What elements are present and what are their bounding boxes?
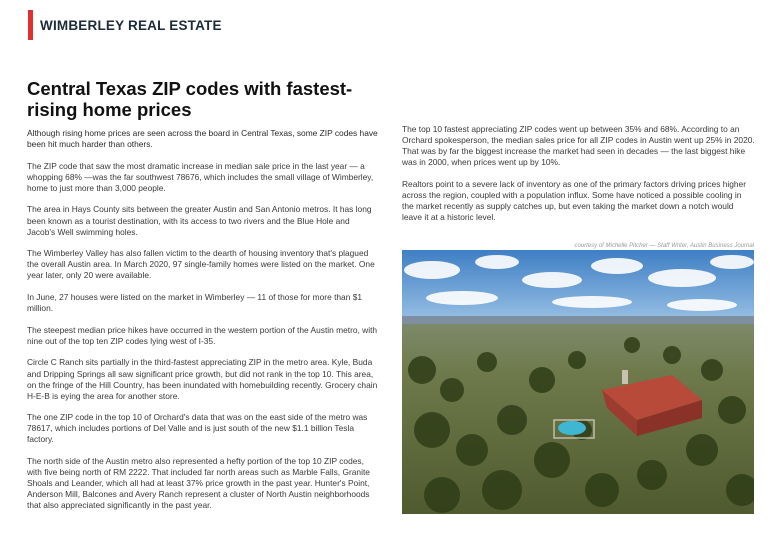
header-accent-bar (28, 10, 33, 40)
body-paragraph: The ZIP code that saw the most dramatic increase in median sale price in the last year — a whopping 68% —was the far southwest 78676, which includes the small village of Wimberley, home to just more than 3,000 people. (27, 160, 374, 193)
body-paragraph: The north side of the Austin metro also represented a hefty portion of the top 10 ZIP codes, with five being north of RM 2222. That included far north areas such as Marble Falls, Granite Shoals and Leander, which all had at least 37% price growth in the past year. Hunter's Point, Anderson Mill, Balcones and Avery Ranch represent a cluster of North Austin neighborhoods that also appreciated significantly in the past year. (27, 456, 370, 511)
body-paragraph: Realtors point to a severe lack of inventory as one of the primary factors driving prices higher across the region, coupled with a population influx. Some have noticed a possible cooling in the market recently as supply catches up, but even taking the market down a notch would leave it at a historic level. (402, 178, 747, 223)
body-paragraph: The steepest median price hikes have occurred in the western portion of the Austin metro, with nine out of the top ten ZIP codes lying west of I-35. (27, 324, 378, 346)
brand-title: WIMBERLEY REAL ESTATE (40, 17, 222, 33)
left-column (27, 128, 380, 522)
right-column (402, 124, 755, 234)
aerial-house-photo (402, 250, 754, 514)
body-paragraph: The area in Hays County sits between the greater Austin and San Antonio metros. It has long been known as a tourist destination, with its access to two rivers and the Blue Hole and Jacob's Well swimming holes. (27, 204, 372, 237)
body-paragraph: The top 10 fastest appreciating ZIP codes went up between 35% and 68%. According to an Orchard spokesperson, the median sales price for all ZIP codes in Austin went up 25% in 2020. That was by far the biggest increase the market had seen in decades — the last biggest hike was in 2000, when prices went up by 10%. (402, 124, 755, 168)
body-paragraph: The one ZIP code in the top 10 of Orchard's data that was on the east side of the metro was 78617, which includes portions of Del Valle and is just south of the new $1.1 billion Tesla factory. (27, 412, 368, 445)
photo-credit: courtesy of Michelle Pitcher — Staff Writer, Austin Business Journal (574, 243, 754, 249)
header (28, 10, 222, 40)
body-paragraph: Circle C Ranch sits partially in the third-fastest appreciating ZIP in the metro area. Kyle, Buda and Dripping Springs all saw significant price growth, but did not rank in the top 10. This area, on the fringe of the Hill Country, has been inundated with homebuilding recently. Grocery chain H-E-B is eying the area for another store. (27, 357, 378, 401)
body-paragraph: In June, 27 houses were listed on the market in Wimberley — 11 of those for more than $1 million. (27, 292, 363, 314)
lead-paragraph: Although rising home prices are seen across the board in Central Texas, some ZIP codes have been hit much harder than others. (27, 128, 378, 150)
article-title: Central Texas ZIP codes with fastest-rising home prices (27, 78, 353, 120)
body-paragraph: The Wimberley Valley has also fallen victim to the dearth of housing inventory that's plagued the overall Austin area. In March 2020, 97 single-family homes were listed on the market. One year later, only 20 were available. (27, 248, 375, 281)
